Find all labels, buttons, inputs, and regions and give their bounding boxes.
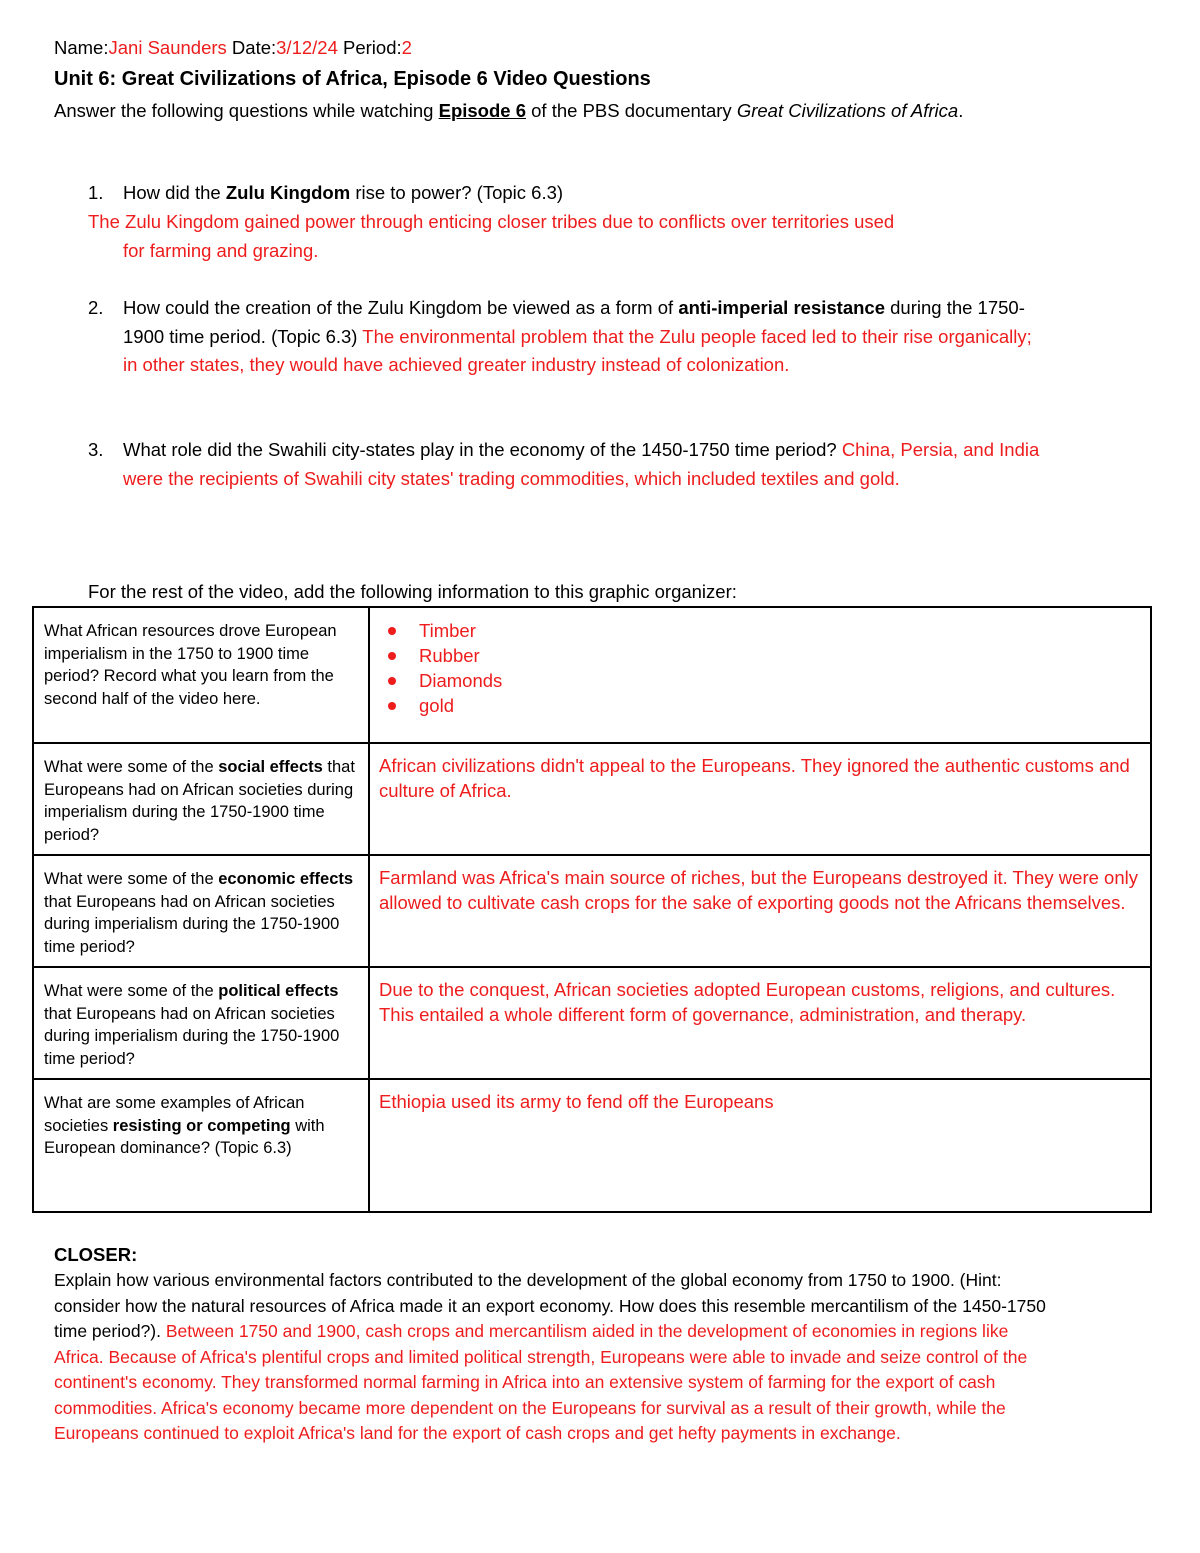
closer-prompt: Explain how various environmental factors contributed to the development of the global economy from 1750 to 1900. (Hint: consider how the natural resources of Africa made it an export economy. How does this resemble mercantilism of the 1450-1750 time period?). — [54, 1270, 1046, 1341]
period-value: 2 — [401, 37, 412, 58]
list-item: Timber — [419, 618, 1140, 643]
instructions-text-mid: of the PBS documentary — [526, 100, 737, 121]
economic-effects-prompt — [33, 855, 369, 967]
table-row — [33, 967, 1151, 1079]
prompt-bold: economic effects — [218, 870, 354, 888]
prompt-text: What were some of the — [44, 870, 219, 888]
answer-1 — [88, 208, 1048, 265]
answer-1-line-2: for farming and grazing. — [123, 239, 319, 261]
prompt-text-post: that Europeans had on African societies during imperialism during the 1750-1900 time period? — [44, 892, 340, 956]
organizer-intro: For the rest of the video, add the following information to this graphic organizer: — [88, 581, 737, 602]
name-value: Jani Saunders — [108, 37, 227, 58]
social-effects-answer: African civilizations didn't appeal to the Europeans. They ignored the authentic customs and culture of Africa. — [369, 743, 1151, 855]
name-label: Name: — [54, 37, 109, 58]
political-effects-answer: Due to the conquest, African societies adopted European customs, religions, and cultures. This entailed a whole different form of governance, administration, and therapy. — [369, 967, 1151, 1079]
prompt-text: What are some examples of African societies — [44, 1094, 305, 1135]
worksheet-title: Unit 6: Great Civilizations of Africa, Episode 6 Video Questions — [54, 68, 651, 90]
table-row — [33, 743, 1151, 855]
prompt-bold: resisting or competing — [112, 1116, 291, 1135]
graphic-organizer-table — [32, 606, 1152, 1213]
prompt-bold: social effects — [218, 758, 323, 776]
prompt-text-post: that Europeans had on African societies during imperialism during the 1750-1900 time period? — [44, 1004, 340, 1068]
list-item: Diamonds — [419, 668, 1140, 693]
table-row — [33, 607, 1151, 743]
question-2 — [88, 294, 1048, 380]
answer-1-line-1: The Zulu Kingdom gained power through enticing closer tribes due to conflicts over territories used — [88, 211, 895, 232]
table-row — [33, 855, 1151, 967]
question-1 — [88, 179, 1048, 208]
closer-answer: Between 1750 and 1900, cash crops and mercantilism aided in the development of economies in regions like Africa. Because of Africa's plentiful crops and limited political strength, Europeans were able to invade and seize control of the continent's economy. They transformed normal farming in Africa into an extensive system of farming for the export of cash commodities. Africa's economy became more dependent on the Europeans for survival as a result of their growth, while the Europeans continued to exploit Africa's land for the export of cash crops and get hefty payments in exchange. — [54, 1321, 1028, 1443]
documentary-title: Great Civilizations of Africa — [736, 100, 959, 121]
political-effects-prompt — [33, 967, 369, 1079]
question-number: 1. — [88, 182, 104, 203]
period-label: Period: — [343, 37, 402, 58]
date-label: Date: — [231, 37, 277, 58]
list-item: Rubber — [419, 643, 1140, 668]
resistance-prompt — [33, 1079, 369, 1212]
list-item: gold — [419, 693, 1140, 718]
resources-list — [379, 618, 1140, 718]
episode-link-text: Episode 6 — [438, 100, 526, 121]
prompt-text-post: that Europeans had on African societies during imperialism during the 1750-1900 time period? — [44, 758, 355, 844]
question-bold: Zulu Kingdom — [225, 182, 351, 203]
prompt-text-post: with European dominance? (Topic 6.3) — [44, 1116, 325, 1157]
instructions-text: Answer the following questions while watching — [54, 100, 439, 121]
question-text-post: rise to power? (Topic 6.3) — [350, 182, 564, 203]
question-bold: anti-imperial resistance — [678, 297, 885, 318]
date-value: 3/12/24 — [276, 37, 338, 58]
answer-2: The environmental problem that the Zulu people faced led to their rise organically; in other states, they would have achieved greater industry instead of colonization. — [123, 325, 1032, 375]
instructions — [54, 97, 1074, 125]
instructions-period: . — [958, 100, 964, 121]
table-row — [33, 1079, 1151, 1212]
resistance-answer: Ethiopia used its army to fend off the Europeans — [369, 1079, 1151, 1212]
prompt-text: What were some of the — [44, 758, 219, 776]
student-info-line — [54, 36, 412, 60]
question-text: How could the creation of the Zulu Kingdom be viewed as a form of — [123, 297, 679, 318]
prompt-bold: political effects — [218, 982, 339, 1000]
question-text: How did the — [123, 182, 226, 203]
question-text-post: during the 1750-1900 time period. (Topic 6.3) — [123, 297, 1025, 347]
economic-effects-answer: Farmland was Africa's main source of riches, but the Europeans destroyed it. They were only allowed to cultivate cash crops for the sake of exporting goods not the Africans themselves. — [369, 855, 1151, 967]
closer-heading: CLOSER: — [54, 1244, 138, 1265]
question-text: What role did the Swahili city-states play in the economy of the 1450-1750 time period? — [123, 439, 842, 460]
answer-3: China, Persia, and India were the recipients of Swahili city states' trading commodities, which included textiles and gold. — [123, 439, 1040, 489]
prompt-text: What were some of the — [44, 982, 219, 1000]
question-number: 2. — [88, 297, 104, 318]
closer-section — [54, 1268, 1054, 1447]
social-effects-prompt — [33, 743, 369, 855]
question-number: 3. — [88, 439, 104, 460]
question-3 — [88, 436, 1048, 493]
resources-answer — [369, 607, 1151, 743]
resources-prompt: What African resources drove European imperialism in the 1750 to 1900 time period? Record what you learn from the second half of the video here. — [33, 607, 369, 743]
